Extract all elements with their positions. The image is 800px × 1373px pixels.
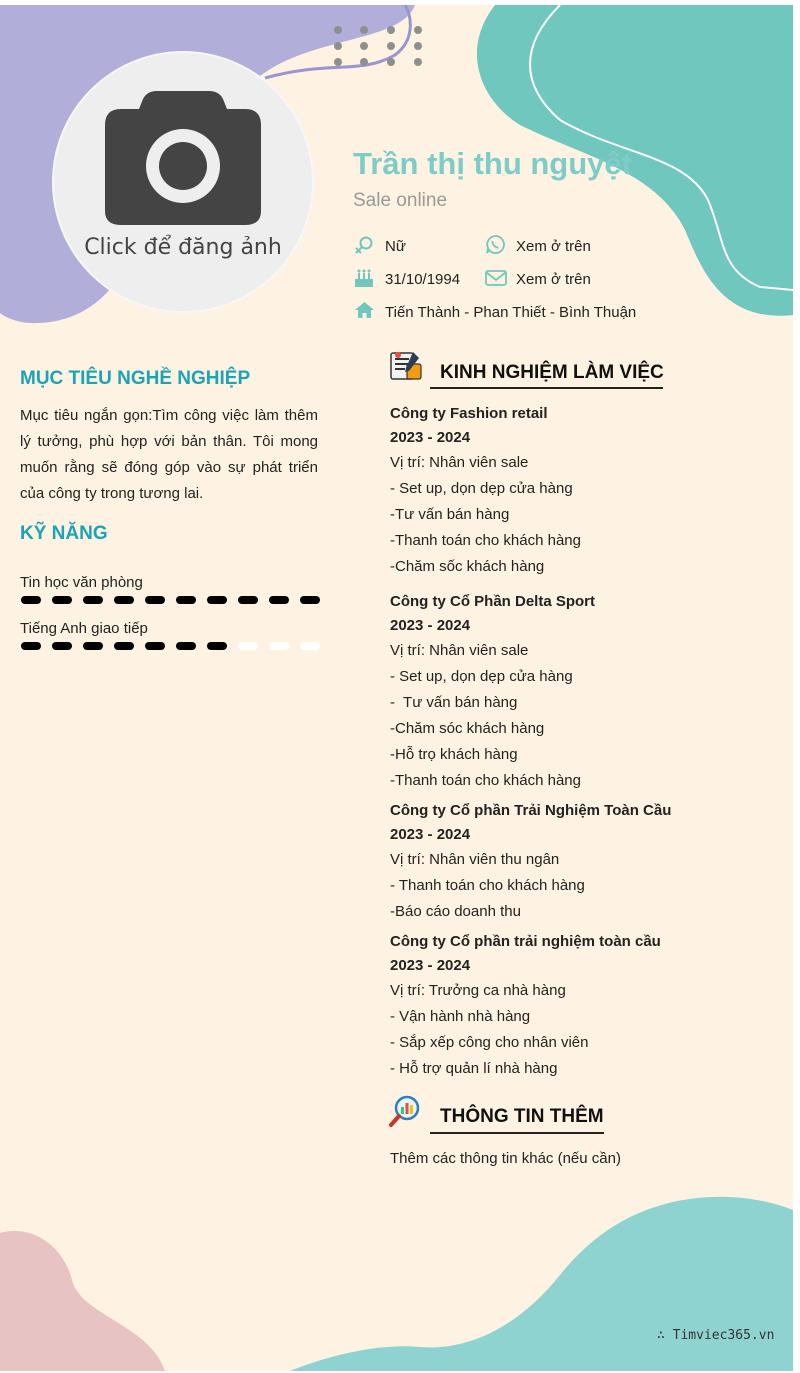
job-detail: Vị trí: Nhân viên thu ngân (390, 851, 560, 868)
skill-dash-empty (238, 642, 258, 650)
experience-heading: KINH NGHIỆM LÀM VIỆC (440, 362, 664, 383)
email-icon (485, 269, 507, 287)
skill-dash-filled (52, 642, 72, 650)
job-entry (390, 930, 720, 1082)
job-company: Công ty Fashion retail (390, 405, 548, 422)
skill-dash-filled (83, 596, 103, 604)
email-value: Xem ở trên (516, 271, 591, 288)
skill-level-bar (20, 594, 322, 606)
job-detail: Vị trí: Trưởng ca nhà hàng (390, 982, 566, 999)
objective-text: Mục tiêu ngắn gọn:Tìm công việc làm thêm lý tưởng, phù hợp với bản thân. Tôi mong muốn rằng sẽ đóng góp vào sự phát triển của công ty trong tương lai. (20, 407, 318, 502)
skill-dash-filled (176, 642, 196, 650)
skill-dash-filled (238, 596, 258, 604)
job-detail: -Báo cáo doanh thu (390, 903, 521, 920)
skill-level-bar (20, 640, 322, 652)
skill-dash-empty (300, 642, 320, 650)
candidate-role: Sale online (353, 190, 448, 211)
job-period: 2023 - 2024 (390, 826, 471, 843)
experience-heading-underline (430, 387, 663, 389)
upload-photo-label[interactable]: Click để đăng ảnh (84, 235, 282, 260)
job-entry (390, 799, 720, 925)
job-period: 2023 - 2024 (390, 617, 471, 634)
home-icon (354, 301, 375, 319)
job-detail: - Tư vấn bán hàng (390, 694, 518, 711)
skill-dash-filled (114, 596, 134, 604)
skill-dash-filled (207, 596, 227, 604)
skill-dash-filled (83, 642, 103, 650)
skill-dash-filled (207, 642, 227, 650)
job-entry (390, 402, 720, 580)
job-company: Công ty Cổ phần Trải Nghiệm Toàn Cầu (390, 802, 672, 819)
job-detail: - Vận hành nhà hàng (390, 1008, 531, 1025)
cv-page (0, 5, 793, 1371)
job-entry (390, 590, 720, 794)
pink-blob (0, 1231, 165, 1371)
extra-info-heading: THÔNG TIN THÊM (440, 1106, 604, 1127)
phone-value: Xem ở trên (516, 238, 591, 255)
gender-value: Nữ (385, 238, 406, 255)
skill-dash-empty (269, 642, 289, 650)
job-period: 2023 - 2024 (390, 957, 471, 974)
job-detail: -Thanh toán cho khách hàng (390, 532, 581, 549)
job-period: 2023 - 2024 (390, 429, 471, 446)
birthday-value: 31/10/1994 (385, 271, 461, 288)
job-detail: -Hỗ trọ khách hàng (390, 746, 518, 763)
skill-dash-filled (52, 596, 72, 604)
job-company: Công ty Cổ phần trải nghiệm toàn cầu (390, 933, 661, 950)
job-company: Công ty Cổ Phần Delta Sport (390, 593, 596, 610)
skill-dash-filled (145, 642, 165, 650)
job-detail: -Chăm sóc khách hàng (390, 720, 545, 737)
job-detail: - Set up, dọn dẹp cửa hàng (390, 668, 573, 685)
skill-dash-filled (21, 596, 41, 604)
skill-dash-filled (300, 596, 320, 604)
skill-name: Tiếng Anh giao tiếp (20, 620, 148, 637)
job-detail: -Thanh toán cho khách hàng (390, 772, 581, 789)
skill-dash-filled (114, 642, 134, 650)
work-experience-icon (389, 349, 423, 381)
skill-name: Tin học văn phòng (20, 574, 143, 591)
job-detail: - Sắp xếp công cho nhân viên (390, 1034, 589, 1051)
avatar-upload[interactable] (52, 51, 314, 313)
brand-watermark: ∴ Timviec365.vn (657, 1328, 775, 1343)
extra-info-text: Thêm các thông tin khác (nếu cần) (390, 1150, 621, 1167)
birthday-cake-icon (354, 268, 374, 288)
skill-dash-filled (145, 596, 165, 604)
magnifier-chart-icon (389, 1095, 421, 1129)
camera-icon (105, 91, 261, 225)
job-detail: -Tư vấn bán hàng (390, 506, 510, 523)
skill-dash-filled (176, 596, 196, 604)
address-value: Tiến Thành - Phan Thiết - Bình Thuận (385, 304, 637, 321)
gender-icon (354, 235, 374, 255)
whatsapp-icon (485, 234, 506, 255)
job-detail: -Chăm sốc khách hàng (390, 558, 545, 575)
skill-dash-filled (269, 596, 289, 604)
job-detail: - Set up, dọn dẹp cửa hàng (390, 480, 573, 497)
job-detail: Vị trí: Nhân viên sale (390, 642, 529, 659)
extra-info-heading-underline (430, 1132, 604, 1134)
skills-heading: KỸ NĂNG (20, 523, 108, 544)
job-detail: - Hỗ trợ quản lí nhà hàng (390, 1060, 558, 1077)
objective-heading: MỤC TIÊU NGHỀ NGHIỆP (20, 368, 251, 389)
candidate-name: Trần thị thu nguyệt (353, 146, 632, 181)
skill-dash-filled (21, 642, 41, 650)
job-detail: Vị trí: Nhân viên sale (390, 454, 529, 471)
teal-bottom-blob (290, 1197, 793, 1371)
job-detail: - Thanh toán cho khách hàng (390, 877, 585, 894)
